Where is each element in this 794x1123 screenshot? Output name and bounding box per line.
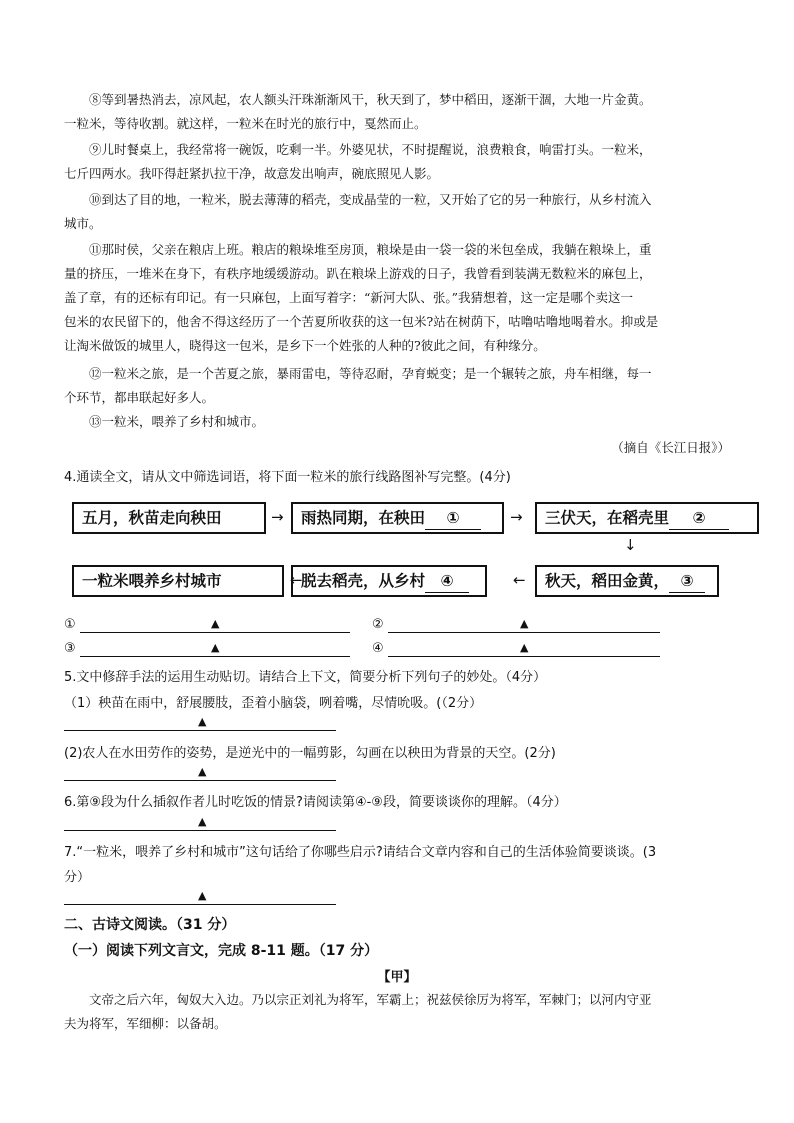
- flow-box-dog-days: [535, 502, 759, 534]
- section-2-sub-1: （一）阅读下列文言文，完成 8-11 题。（17 分）: [64, 943, 379, 959]
- question-7-prompt-cont: 分）: [64, 870, 91, 885]
- answer-label-4: ④: [372, 641, 384, 656]
- left-arrow-icon: ←: [513, 571, 526, 589]
- source-citation: （摘自《长江日报》）: [611, 440, 730, 455]
- paragraph-line: ⑪那时侯，父亲在粮店上班。粮店的粮垛堆至房顶，粮垛是由一袋一袋的米包垒成，我躺在粮垛上，重: [89, 242, 652, 257]
- blank-2[interactable]: ②: [669, 507, 729, 530]
- answer-marker-icon: ▲: [198, 715, 207, 728]
- flow-box-rain: [291, 502, 504, 534]
- section-2-title: 二、古诗文阅读。（31 分）: [64, 917, 236, 933]
- flow-box-husk: [291, 565, 487, 597]
- paragraph-13: [64, 410, 728, 434]
- paragraph-9: [64, 138, 728, 186]
- paragraph-line: ⑨儿时餐桌上，我经常将一碗饭，吃剩一半。外婆见状，不时提醒说，浪费粮食，响雷打头。一粒米，: [89, 142, 652, 157]
- paragraph-line: 盖了章，有的还标有印记。有一只麻包，上面写着字：“新河大队、张。”我猜想着，这一定是哪个卖这一: [64, 290, 634, 305]
- flow-box-autumn: [535, 565, 719, 597]
- flow-box-may: [72, 502, 266, 534]
- question-5-sentence-1: （1）秧苗在雨中，舒展腰肢，歪着小脑袋，咧着嘴，尽情吮吸。(（2分）: [64, 696, 483, 711]
- flow-box-text: 五月，秋苗走向秧田: [82, 509, 222, 527]
- blank-1[interactable]: ①: [425, 507, 481, 530]
- answer-marker-icon: ▲: [520, 617, 529, 630]
- classical-passage: [64, 988, 728, 1036]
- flow-box-text: 雨热同期，在秧田: [301, 509, 426, 527]
- paragraph-line: 文帝之后六年，匈奴大入边。乃以宗正刘礼为将军，军霸上；祝兹侯徐厉为将军，军棘门；以河内守亚: [89, 992, 652, 1007]
- paragraph-line: 让淘米做饭的城里人，晓得这一包米，是乡下一个姓张的人种的?彼此之间，有种缘分。: [64, 338, 546, 353]
- answer-label-1: ①: [64, 617, 76, 632]
- question-5-prompt: 5.文中修辞手法的运用生动贴切。请结合上下文，简要分析下列句子的妙处。（4分）: [64, 670, 547, 685]
- answer-marker-icon: ▲: [198, 889, 207, 902]
- flow-box-text: 一粒米喂养乡村城市: [82, 572, 222, 590]
- answer-label-2: ②: [372, 617, 384, 632]
- blank-3[interactable]: ③: [669, 570, 705, 593]
- paragraph-8: [64, 88, 728, 136]
- paragraph-line: 包米的农民留下的，他舍不得这经历了一个苦夏所收获的这一包米?站在树荫下，咕噜咕噜地喝着水。抑或是: [64, 314, 659, 329]
- answer-marker-icon: ▲: [211, 641, 220, 654]
- paragraph-line: 七斤四两水。我吓得赶紧扒拉干净，故意发出响声，碗底照见人影。: [64, 166, 440, 181]
- answer-marker-icon: ▲: [198, 815, 207, 828]
- question-5-sentence-2: (2)农人在水田劳作的姿势，是逆光中的一幅剪影，勾画在以秧田为背景的天空。(2分): [64, 746, 556, 761]
- left-arrow-icon: ←: [290, 571, 303, 589]
- paragraph-line: 一粒米，等待收割。就这样，一粒米在时光的旅行中，戛然而止。: [64, 116, 427, 131]
- paragraph-line: 个环节，都串联起好多人。: [64, 390, 215, 405]
- paragraph-line: ⑫一粒米之旅，是一个苦夏之旅，暴雨雷电，等待忍耐，孕育蜕变；是一个辗转之旅，舟车相继，每一: [89, 366, 652, 381]
- question-6-prompt: 6.第⑨段为什么插叙作者儿时吃饭的情景?请阅读第④-⑨段，简要谈谈你的理解。（4分）: [64, 795, 567, 810]
- paragraph-line: ⑬一粒米，喂养了乡村和城市。: [89, 414, 265, 429]
- down-arrow-icon: ↓: [624, 536, 637, 554]
- right-arrow-icon: →: [510, 508, 523, 526]
- flow-box-feed: [72, 565, 284, 597]
- blank-4[interactable]: ④: [425, 570, 469, 593]
- paragraph-line: 量的挤压，一堆米在身下，有秩序地缓缓游动。趴在粮垛上游戏的日子，我曾看到装满无数粒米的麻包上，: [64, 266, 652, 281]
- passage-jia-label: 【甲】: [377, 970, 417, 985]
- paragraph-line: ⑩到达了目的地，一粒米，脱去薄薄的稻壳，变成晶莹的一粒，又开始了它的另一种旅行，从乡村流入: [89, 192, 652, 207]
- answer-marker-icon: ▲: [198, 765, 207, 778]
- answer-marker-icon: ▲: [520, 641, 529, 654]
- paragraph-line: 夫为将军，军细柳：以备胡。: [64, 1016, 227, 1031]
- answer-marker-icon: ▲: [211, 617, 220, 630]
- paragraph-10: [64, 188, 728, 236]
- flow-box-text: 三伏天，在稻壳里: [545, 509, 670, 527]
- question-4-prompt: 4.通读全文，请从文中筛选词语，将下面一粒米的旅行线路图补写完整。(4分): [64, 470, 511, 485]
- question-7-prompt: 7.“一粒米，喂养了乡村和城市”这句话给了你哪些启示?请结合文章内容和自己的生活体验简要谈谈。(3: [64, 845, 657, 860]
- paragraph-line: 城市。: [64, 216, 102, 231]
- right-arrow-icon: →: [271, 508, 284, 526]
- answer-label-3: ③: [64, 641, 76, 656]
- paragraph-line: ⑧等到暑热消去，凉风起，农人额头汗珠渐渐风干，秋天到了，梦中稻田，逐渐干涸，大地一片金黄。: [89, 92, 652, 107]
- paragraph-11: [64, 238, 728, 358]
- flow-box-text: 脱去稻壳，从乡村: [301, 572, 426, 590]
- paragraph-12: [64, 362, 728, 410]
- flow-box-text: 秋天，稻田金黄，: [545, 572, 670, 590]
